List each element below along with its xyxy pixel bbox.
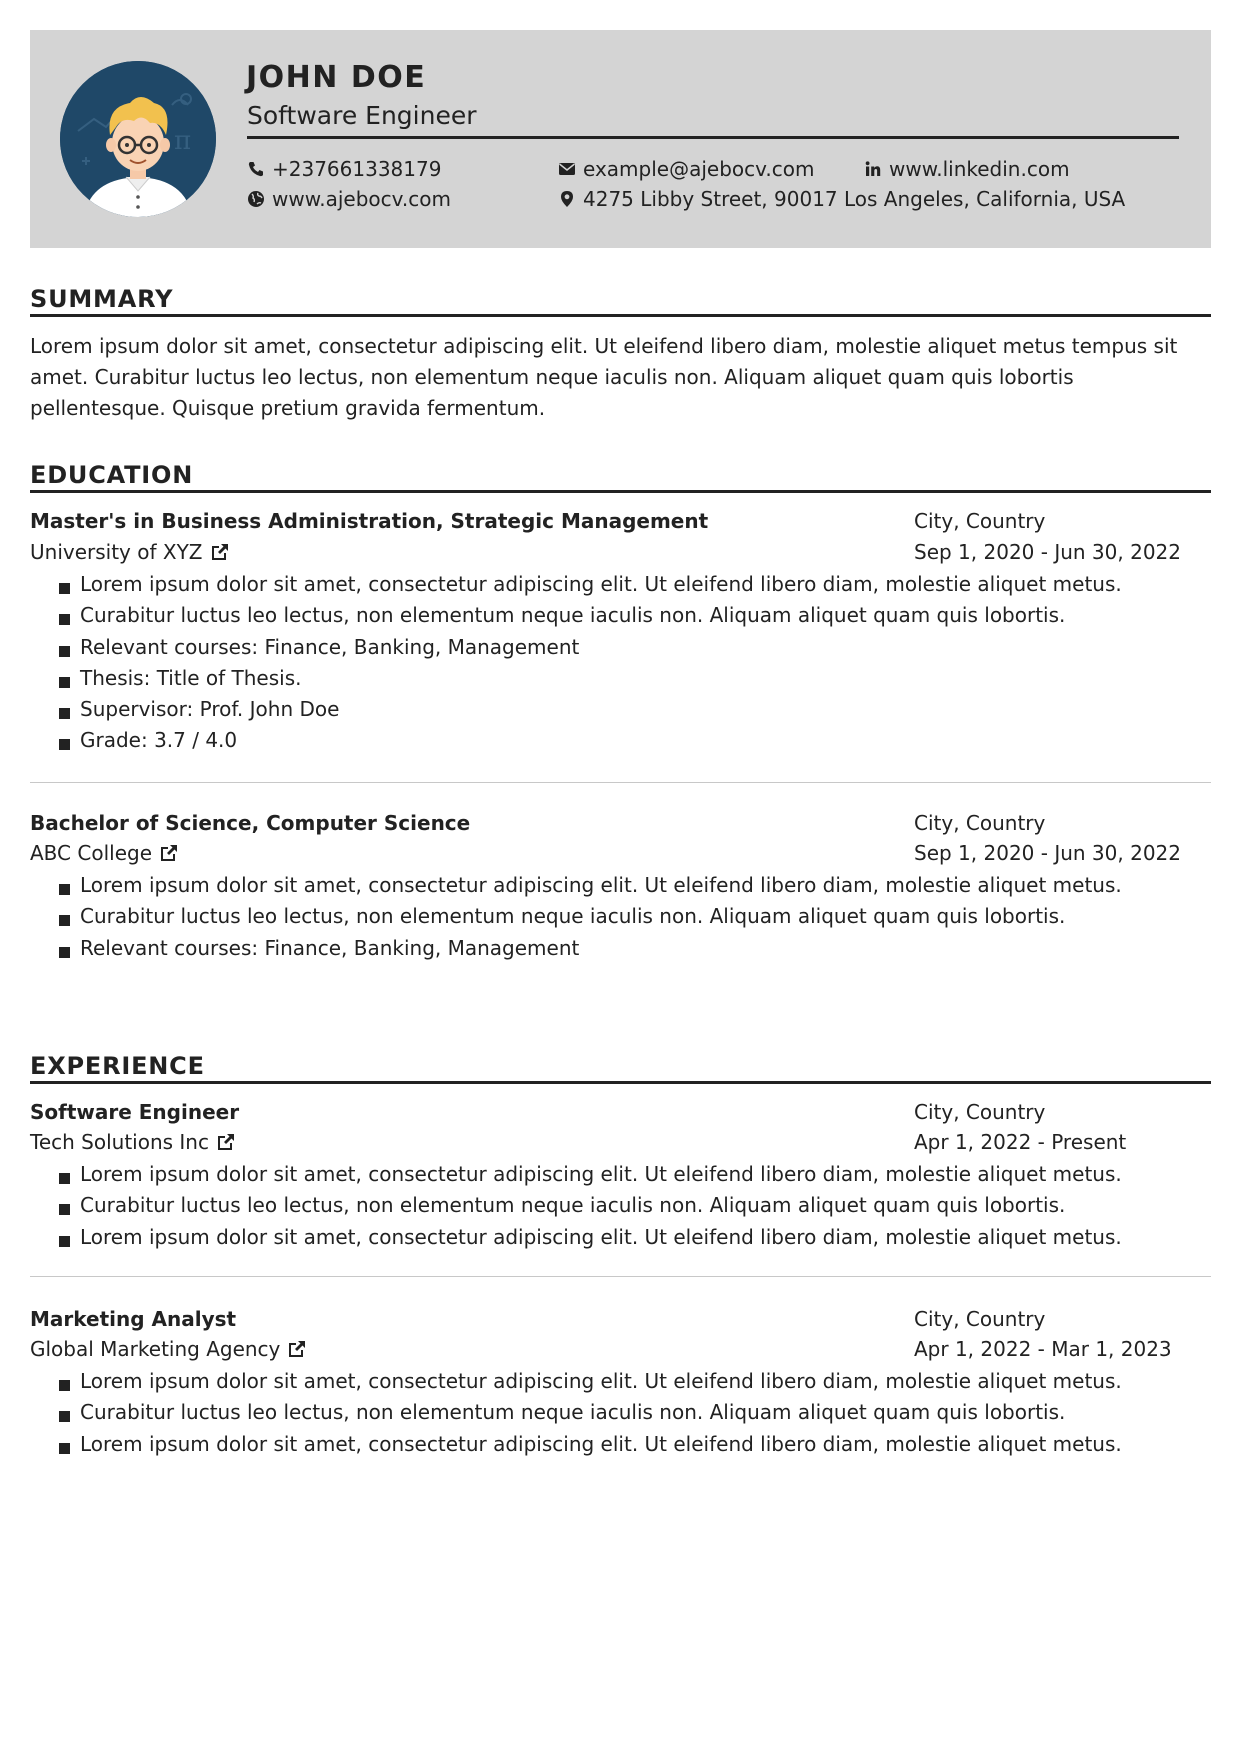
list-item (56, 600, 1122, 631)
email-text: example@ajebocv.com (583, 157, 815, 181)
phone-text: +237661338179 (272, 157, 442, 181)
contact-address (558, 186, 1125, 212)
bullet-square-icon (59, 614, 70, 625)
experience-heading: EXPERIENCE (30, 1052, 205, 1080)
bullet-square-icon (59, 677, 70, 688)
bullet-text: Relevant courses: Finance, Banking, Management (80, 935, 580, 960)
education-org-name: ABC College (30, 841, 152, 865)
list-item (56, 1366, 1122, 1397)
education-entry-location: City, Country (914, 509, 1046, 533)
education-entry-org[interactable] (30, 539, 230, 565)
bullet-square-icon (59, 583, 70, 594)
phone-icon (247, 160, 265, 178)
experience-entry-title: Software Engineer (30, 1100, 240, 1124)
education-entry-dates: Sep 1, 2020 - Jun 30, 2022 (914, 540, 1181, 564)
education-entry-location: City, Country (914, 811, 1046, 835)
candidate-role: Software Engineer (247, 101, 477, 130)
education-entry-org[interactable] (30, 840, 179, 866)
bullet-text: Grade: 3.7 / 4.0 (80, 728, 238, 753)
globe-icon (247, 190, 265, 208)
contact-phone[interactable] (247, 156, 441, 182)
experience-entry-org[interactable] (30, 1336, 307, 1362)
list-item (56, 632, 1122, 663)
list-item (56, 901, 1122, 932)
bullet-square-icon (59, 646, 70, 657)
list-item (56, 569, 1122, 600)
education-entry-title: Bachelor of Science, Computer Science (30, 811, 471, 835)
list-item (56, 933, 1122, 964)
contact-linkedin[interactable] (864, 156, 1070, 182)
bullet-square-icon (59, 1173, 70, 1184)
summary-heading: SUMMARY (30, 285, 174, 313)
external-link-icon[interactable] (210, 542, 230, 562)
experience-entry-title: Marketing Analyst (30, 1307, 237, 1331)
external-link-icon[interactable] (159, 843, 179, 863)
contact-email[interactable] (558, 156, 814, 182)
experience-entry-location: City, Country (914, 1100, 1046, 1124)
list-item (56, 725, 1122, 756)
experience-entry-org[interactable] (30, 1129, 236, 1155)
education-divider (30, 490, 1211, 493)
entry-separator (30, 782, 1211, 783)
svg-text:π: π (174, 126, 192, 156)
website-text: www.ajebocv.com (272, 187, 451, 211)
candidate-name: JOHN DOE (246, 60, 427, 95)
address-text: 4275 Libby Street, 90017 Los Angeles, California, USA (583, 187, 1126, 211)
bullet-square-icon (59, 739, 70, 750)
experience-entry-bullets (56, 1159, 1122, 1253)
list-item (56, 663, 1122, 694)
experience-entry-location: City, Country (914, 1307, 1046, 1331)
experience-divider (30, 1081, 1211, 1084)
list-item (56, 1222, 1122, 1253)
experience-entry-dates: Apr 1, 2022 - Mar 1, 2023 (914, 1337, 1172, 1361)
bullet-text: Curabitur luctus leo lectus, non elementum neque iaculis non. Aliquam aliquet quam quis lobortis. (80, 603, 1066, 628)
education-heading: EDUCATION (30, 461, 194, 489)
bullet-text: Lorem ipsum dolor sit amet, consectetur adipiscing elit. Ut eleifend libero diam, molestie aliquet metus. (80, 572, 1122, 596)
bullet-square-icon (59, 1411, 70, 1422)
bullet-text: Lorem ipsum dolor sit amet, consectetur adipiscing elit. Ut eleifend libero diam, molestie aliquet metus. (80, 873, 1122, 897)
bullet-square-icon (59, 1443, 70, 1454)
bullet-text: Curabitur luctus leo lectus, non elementum neque iaculis non. Aliquam aliquet quam quis lobortis. (80, 1193, 1066, 1218)
list-item (56, 1190, 1122, 1221)
header-divider (247, 136, 1179, 139)
bullet-text: Lorem ipsum dolor sit amet, consectetur adipiscing elit. Ut eleifend libero diam, molestie aliquet metus. (80, 1224, 1122, 1249)
education-entry-bullets (56, 569, 1122, 757)
envelope-icon (558, 160, 576, 178)
experience-entry-dates: Apr 1, 2022 - Present (914, 1130, 1127, 1154)
linkedin-icon (864, 160, 882, 178)
bullet-text: Lorem ipsum dolor sit amet, consectetur adipiscing elit. Ut eleifend libero diam, molestie aliquet metus. (80, 1431, 1122, 1456)
bullet-text: Supervisor: Prof. John Doe (80, 697, 340, 722)
education-entry-bullets (56, 870, 1122, 964)
external-link-icon[interactable] (216, 1132, 236, 1152)
education-org-name: University of XYZ (30, 540, 203, 564)
experience-org-name: Global Marketing Agency (30, 1337, 281, 1361)
list-item (56, 694, 1122, 725)
bullet-square-icon (59, 1380, 70, 1391)
bullet-text: Lorem ipsum dolor sit amet, consectetur adipiscing elit. Ut eleifend libero diam, molestie aliquet metus. (80, 1162, 1122, 1186)
education-entry-title: Master's in Business Administration, Strategic Management (30, 509, 709, 533)
linkedin-text: www.linkedin.com (889, 157, 1070, 181)
contact-website[interactable] (247, 186, 451, 212)
bullet-square-icon (59, 1204, 70, 1215)
bullet-square-icon (59, 915, 70, 926)
bullet-text: Relevant courses: Finance, Banking, Management (80, 634, 580, 659)
list-item (56, 1159, 1122, 1190)
bullet-text: Lorem ipsum dolor sit amet, consectetur adipiscing elit. Ut eleifend libero diam, molestie aliquet metus. (80, 1369, 1122, 1393)
list-item (56, 870, 1122, 901)
experience-entry-bullets (56, 1366, 1122, 1460)
bullet-square-icon (59, 884, 70, 895)
experience-org-name: Tech Solutions Inc (30, 1130, 209, 1154)
bullet-square-icon (59, 708, 70, 719)
list-item (56, 1397, 1122, 1428)
bullet-text: Curabitur luctus leo lectus, non elementum neque iaculis non. Aliquam aliquet quam quis lobortis. (80, 1400, 1066, 1425)
entry-separator (30, 1276, 1211, 1277)
avatar (60, 61, 216, 217)
resume-header (30, 30, 1211, 248)
bullet-text: Thesis: Title of Thesis. (80, 665, 302, 690)
list-item (56, 1429, 1122, 1460)
summary-text: Lorem ipsum dolor sit amet, consectetur adipiscing elit. Ut eleifend libero diam, molestie aliquet metus tempus sit amet. Curabitur luctus leo lectus, non elementum neque iaculis non. Aliquam aliquet quam quis lobortis pellentesque. Quisque pretium gravida fermentum. (30, 334, 1178, 420)
bullet-square-icon (59, 947, 70, 958)
education-entry-dates: Sep 1, 2020 - Jun 30, 2022 (914, 841, 1181, 865)
external-link-icon[interactable] (287, 1339, 307, 1359)
bullet-text: Curabitur luctus leo lectus, non elementum neque iaculis non. Aliquam aliquet quam quis lobortis. (80, 904, 1066, 929)
bullet-square-icon (59, 1236, 70, 1247)
summary-divider (30, 314, 1211, 317)
map-marker-icon (558, 190, 576, 208)
avatar-illustration (60, 61, 216, 217)
